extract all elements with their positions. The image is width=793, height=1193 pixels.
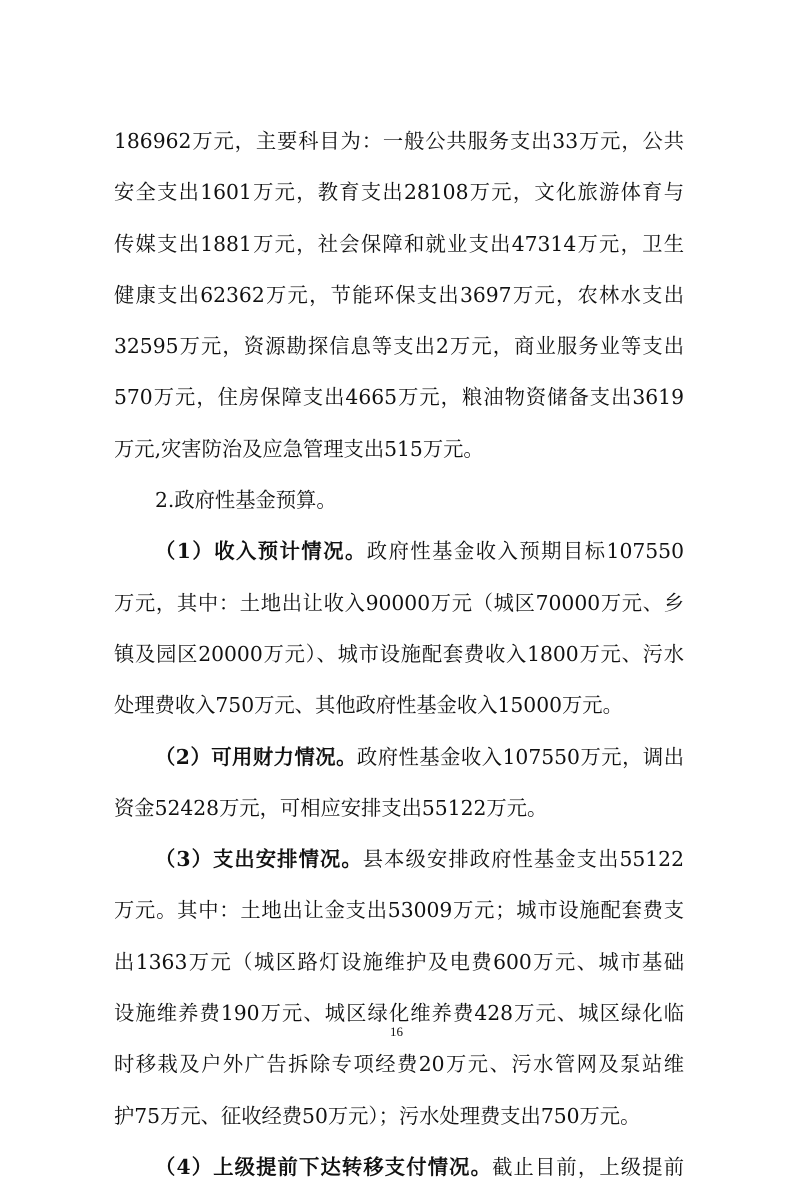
page-number: 16 bbox=[390, 1024, 403, 1039]
text-line: 安全支出1601万元，教育支出28108万元，文化旅游体育与 bbox=[114, 180, 684, 205]
paragraph-start-expense bbox=[114, 834, 684, 885]
expense-text: 县本级安排政府性基金支出55122 bbox=[362, 847, 684, 872]
text-line: 传媒支出1881万元，社会保障和就业支出47314万元，卫生 bbox=[114, 231, 684, 256]
text-line: 镇及园区20000万元）、城市设施配套费收入1800万元、污水 bbox=[114, 641, 684, 666]
text-line: 570万元，住房保障支出4665万元，粮油物资储备支出3619 bbox=[114, 385, 684, 410]
text-line: 万元。其中：土地出让金支出53009万元；城市设施配套费支 bbox=[114, 898, 684, 923]
text-line: 万元,灾害防治及应急管理支出515万元。 bbox=[114, 436, 484, 461]
section-heading bbox=[114, 475, 684, 526]
expense-label: （3）支出安排情况。 bbox=[155, 847, 363, 872]
text-line: 万元，其中：土地出让收入90000万元（城区70000万元、乡 bbox=[114, 590, 684, 615]
text-line: 设施维养费190万元、城区绿化维养费428万元、城区绿化临 bbox=[114, 1001, 684, 1026]
transfer-text: 截止目前，上级提前 bbox=[492, 1154, 684, 1179]
income-label: （1）收入预计情况。 bbox=[155, 539, 367, 564]
text-line: 186962万元，主要科目为：一般公共服务支出33万元，公共 bbox=[114, 129, 684, 153]
paragraph-start-income bbox=[114, 526, 684, 577]
paragraph-start-available bbox=[114, 732, 684, 783]
text-line: 出1363万元（城区路灯设施维护及电费600万元、城市基础 bbox=[114, 949, 684, 974]
text-line: 时移栽及户外广告拆除专项经费20万元、污水管网及泵站维 bbox=[114, 1052, 684, 1077]
available-label: （2）可用财力情况。 bbox=[155, 744, 357, 769]
text-line: 处理费收入750万元、其他政府性基金收入15000万元。 bbox=[114, 693, 623, 718]
paragraph-start-transfer bbox=[114, 1142, 684, 1193]
text-line: 护75万元、征收经费50万元）；污水处理费支出750万元。 bbox=[114, 1103, 641, 1128]
income-text: 政府性基金收入预期目标107550 bbox=[366, 539, 684, 564]
available-text: 政府性基金收入107550万元，调出 bbox=[356, 744, 684, 769]
transfer-label: （4）上级提前下达转移支付情况。 bbox=[155, 1154, 493, 1179]
section-heading-text: 2.政府性基金预算。 bbox=[155, 488, 337, 513]
text-line: 32595万元，资源勘探信息等支出2万元，商业服务业等支出 bbox=[114, 334, 684, 359]
text-line: 健康支出62362万元，节能环保支出3697万元，农林水支出 bbox=[114, 282, 684, 307]
text-line: 资金52428万元，可相应安排支出55122万元。 bbox=[114, 795, 548, 820]
